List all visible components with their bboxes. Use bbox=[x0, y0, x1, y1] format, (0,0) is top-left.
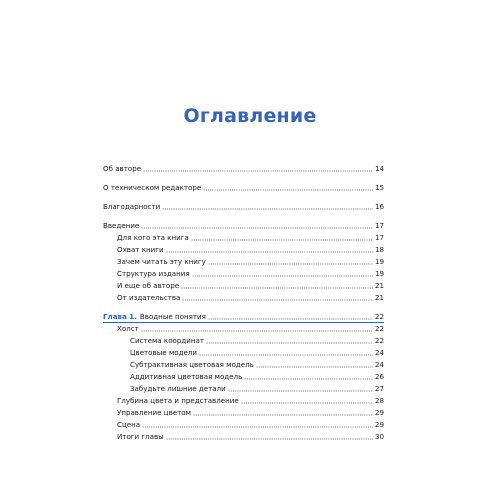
dot-leader bbox=[166, 438, 373, 440]
toc-entry-audience[interactable] bbox=[117, 233, 384, 243]
toc-entry-about-author[interactable] bbox=[103, 164, 384, 174]
chapter-divider bbox=[103, 322, 384, 323]
toc-entry-label: И еще об авторе bbox=[117, 281, 180, 290]
dot-leader bbox=[181, 287, 373, 289]
toc-entry-label: Итоги главы bbox=[117, 432, 164, 441]
toc-entry-canvas[interactable] bbox=[117, 324, 384, 334]
dot-leader bbox=[241, 402, 373, 404]
dot-leader bbox=[166, 251, 373, 253]
dot-leader bbox=[162, 208, 373, 210]
page-title: Оглавление bbox=[183, 105, 317, 127]
toc-entry-forget-details[interactable] bbox=[130, 384, 384, 394]
toc-entry-page: 16 bbox=[374, 202, 384, 211]
toc-entry-label: Система координат bbox=[130, 336, 205, 345]
dot-leader bbox=[141, 227, 373, 229]
dot-leader bbox=[199, 354, 373, 356]
toc-entry-page: 14 bbox=[374, 164, 384, 173]
toc-entry-acknowledgements[interactable] bbox=[103, 202, 384, 212]
toc-entry-page: 17 bbox=[374, 221, 384, 230]
toc-entry-structure[interactable] bbox=[117, 269, 384, 279]
toc-entry-label: Об авторе bbox=[103, 164, 142, 173]
toc-entry-page: 15 bbox=[374, 183, 384, 192]
chapter-title: Вводные понятия bbox=[139, 312, 206, 321]
toc-entry-page: 29 bbox=[374, 408, 384, 417]
toc-entry-label: Введение bbox=[103, 221, 140, 230]
toc-entry-page: 22 bbox=[374, 336, 384, 345]
toc-entry-label: Глубина цвета и представление bbox=[117, 396, 239, 405]
dot-leader bbox=[191, 239, 373, 241]
toc-entry-page: 28 bbox=[374, 396, 384, 405]
toc-entry-page: 22 bbox=[374, 324, 384, 333]
toc-entry-label: Холст bbox=[117, 324, 139, 333]
toc-entry-label: О техническом редакторе bbox=[103, 183, 202, 192]
toc-entry-page: 19 bbox=[374, 257, 384, 266]
dot-leader bbox=[141, 330, 373, 332]
dot-leader bbox=[182, 299, 373, 301]
toc-entry-from-publisher[interactable] bbox=[117, 293, 384, 303]
toc-entry-label: Зачем читать эту книгу bbox=[117, 257, 206, 266]
toc-entry-label: Для кого эта книга bbox=[117, 233, 189, 242]
toc-entry-tech-editor[interactable] bbox=[103, 183, 384, 193]
toc-entry-more-about-author[interactable] bbox=[117, 281, 384, 291]
dot-leader bbox=[193, 414, 373, 416]
dot-leader bbox=[142, 426, 373, 428]
dot-leader bbox=[244, 378, 373, 380]
toc-entry-chapter-summary[interactable] bbox=[117, 432, 384, 442]
toc-entry-label: Цветовые модели bbox=[130, 348, 198, 357]
toc-entry-page: 30 bbox=[374, 432, 384, 441]
toc-entry-page: 22 bbox=[374, 312, 384, 321]
toc-entry-label: Субтрактивная цветовая модель bbox=[130, 360, 254, 369]
dot-leader bbox=[143, 170, 373, 172]
toc-entry-introduction[interactable] bbox=[103, 221, 384, 231]
dot-leader bbox=[256, 366, 373, 368]
toc-entry-page: 19 bbox=[374, 269, 384, 278]
toc-entry-page: 21 bbox=[374, 281, 384, 290]
toc-entry-label bbox=[103, 312, 207, 322]
toc-entry-chapter-1[interactable] bbox=[103, 312, 384, 322]
toc-entry-label: Забудьте лишние детали bbox=[130, 384, 226, 393]
toc-entry-scene[interactable] bbox=[117, 420, 384, 430]
toc-entry-subtractive-model[interactable] bbox=[130, 360, 384, 370]
toc-entry-page: 26 bbox=[374, 372, 384, 381]
toc-entry-coordinate-system[interactable] bbox=[130, 336, 384, 346]
toc-entry-label: Управление цветом bbox=[117, 408, 191, 417]
toc-entry-label: От издательства bbox=[117, 293, 181, 302]
toc-entry-label: Благодарности bbox=[103, 202, 161, 211]
toc-entry-page: 29 bbox=[374, 420, 384, 429]
toc-entry-color-management[interactable] bbox=[117, 408, 384, 418]
dot-leader bbox=[208, 263, 373, 265]
toc-entry-color-depth[interactable] bbox=[117, 396, 384, 406]
toc-entry-page: 18 bbox=[374, 245, 384, 254]
toc-entry-page: 21 bbox=[374, 293, 384, 302]
toc-entry-color-models[interactable] bbox=[130, 348, 384, 358]
dot-leader bbox=[208, 318, 373, 320]
dot-leader bbox=[206, 342, 373, 344]
toc-entry-page: 27 bbox=[374, 384, 384, 393]
chapter-number: Глава 1. bbox=[103, 312, 137, 321]
toc-entry-label: Аддитивная цветовая модель bbox=[130, 372, 243, 381]
toc-entry-label: Охват книги bbox=[117, 245, 164, 254]
dot-leader bbox=[192, 275, 373, 277]
dot-leader bbox=[203, 189, 373, 191]
toc-entry-why-read[interactable] bbox=[117, 257, 384, 267]
dot-leader bbox=[228, 390, 373, 392]
toc-entry-page: 17 bbox=[374, 233, 384, 242]
toc-entry-page: 24 bbox=[374, 360, 384, 369]
toc-entry-scope[interactable] bbox=[117, 245, 384, 255]
toc-entry-label: Структура издания bbox=[117, 269, 190, 278]
toc-entry-additive-model[interactable] bbox=[130, 372, 384, 382]
toc-entry-label: Сцена bbox=[117, 420, 141, 429]
toc-entry-page: 24 bbox=[374, 348, 384, 357]
